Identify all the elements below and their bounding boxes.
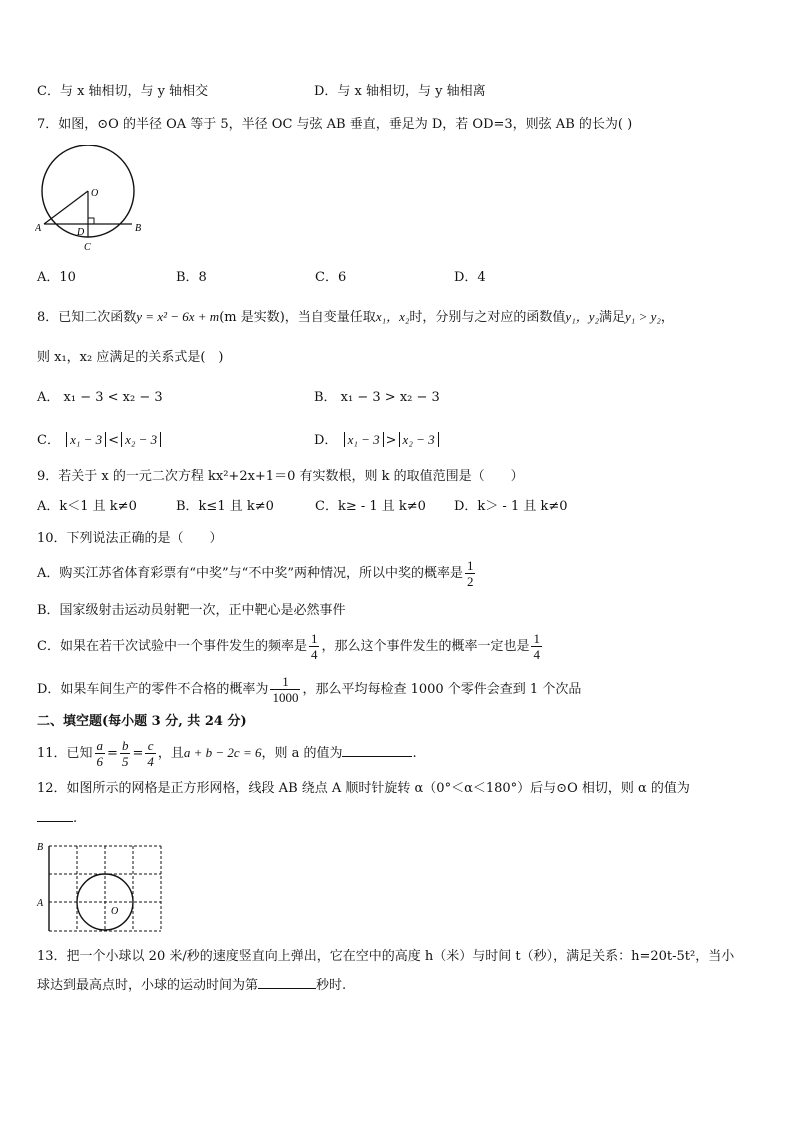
q12-end: . (73, 811, 78, 826)
q6-option-c: C．与 x 轴相切，与 y 轴相交 (37, 84, 209, 99)
q13-line2-b: 秒时. (316, 978, 347, 993)
q10-option-c-text2: ，那么这个事件发生的概率一定也是 (321, 639, 530, 654)
q11-fraction-a (95, 738, 106, 769)
q10-c-denominator1: 4 (310, 647, 318, 662)
q10-option-a-fraction (465, 558, 476, 589)
q11-equation: a + b − 2c = 6 (183, 745, 262, 760)
q10-option-d (37, 673, 581, 707)
q11-mid: ，且 (157, 746, 184, 761)
q9-option-b: B．k≤1 且 k≠0 (176, 499, 274, 514)
q8-stem (37, 308, 674, 327)
q10-d-numerator: 1 (270, 674, 300, 690)
q13-line1: 13．把一个小球以 20 米/秒的速度竖直向上弹出，它在空中的高度 h（米）与时间 t（秒），满足关系：h=20t-5t²，当小 (37, 949, 735, 964)
q11-f3-numerator: c (145, 738, 156, 754)
q7-stem: 7．如图，⊙O 的半径 OA 等于 5，半径 OC 与弦 AB 垂直，垂足为 D，若 OD=3，则弦 AB 的长为( ) (37, 117, 633, 132)
q10-option-c-fraction2 (531, 631, 542, 662)
q7-label-o: O (91, 188, 99, 199)
q7-label-b: B (135, 223, 142, 234)
q10-c-numerator2: 1 (533, 631, 540, 646)
q10-option-d-fraction (270, 674, 300, 705)
q11-prefix: 11．已知 (37, 746, 93, 761)
q10-d-denominator: 1000 (272, 690, 299, 705)
q11-f2-numerator: b (121, 738, 129, 753)
q7-option-a: A．10 (37, 270, 76, 285)
q8-option-d-label: D． (314, 433, 338, 448)
q11-fraction-b (120, 738, 131, 769)
q8-option-a: A． x₁ − 3 < x₂ − 3 (37, 390, 163, 405)
q10-option-a (37, 557, 477, 591)
q6-option-d: D．与 x 轴相切，与 y 轴相离 (314, 84, 486, 99)
q7-right-angle-mark (88, 218, 94, 224)
q11-end: . (412, 746, 417, 761)
q8-stem-prefix: 8．已知二次函数 (37, 310, 137, 325)
q9-stem: 9．若关于 x 的一元二次方程 kx²+2x+1＝0 有实数根，则 k 的取值范围是（ ） (37, 469, 524, 484)
q10-option-a-text: A．购买江苏省体育彩票有“中奖”与“不中奖”两种情况，所以中奖的概率是 (37, 566, 463, 581)
q7-option-b: B．8 (176, 270, 207, 285)
q8-option-d-right: x₂ − 3 (399, 432, 439, 447)
q8-option-d (314, 431, 441, 450)
q7-label-a: A (35, 223, 42, 234)
q8-condition: y₁ > y₂ (625, 309, 661, 324)
q11-f1-numerator: a (96, 738, 104, 753)
q9-option-d: D．k＞ - 1 且 k≠0 (454, 499, 568, 514)
q10-option-c-fraction1 (309, 631, 320, 662)
q11-f1-denominator: 6 (96, 754, 104, 769)
q10-c-numerator1: 1 (310, 631, 318, 646)
q8-option-c-label: C． (37, 433, 60, 448)
q8-stem-mid3: 满足 (599, 310, 626, 325)
q8-stem-mid2: 时，分别与之对应的函数值 (409, 310, 566, 325)
q10-a-numerator: 1 (466, 558, 474, 573)
q8-stem-tail: ， (660, 310, 674, 325)
q10-option-d-text2: ，那么平均每检查 1000 个零件会查到 1 个次品 (302, 682, 582, 697)
q13-answer-blank[interactable] (258, 988, 316, 989)
q8-option-c-left: x₁ − 3 (66, 432, 106, 447)
q10-option-c (37, 630, 544, 664)
q9-option-a: A．k＜1 且 k≠0 (37, 499, 137, 514)
q11-stem: 11．已知 $\frac{a}{6}$ = $\frac{b}{5}$ = $\frac{c}{4}$ ，且a + b − 2c = 6，则 a 的值为 . (37, 738, 417, 769)
q9-option-c: C．k≥ - 1 且 k≠0 (315, 499, 426, 514)
q7-option-d: D．4 (454, 270, 486, 285)
q12-label-b: B (37, 842, 44, 853)
q10-option-d-text1: D．如果车间生产的零件不合格的概率为 (37, 682, 269, 697)
q8-option-b: B． x₁ − 3 > x₂ − 3 (314, 390, 440, 405)
q13-line2-a: 球达到最高点时，小球的运动时间为第 (37, 978, 259, 993)
q7-label-c: C (84, 242, 91, 253)
q12-label-a: A (37, 898, 44, 909)
q7-radius-oa (44, 191, 88, 224)
q10-stem: 10．下列说法正确的是（ ） (37, 531, 223, 546)
q12-answer-blank[interactable] (37, 821, 73, 822)
q11-f3-denominator: 4 (147, 754, 154, 769)
q8-option-c (37, 431, 163, 450)
q12-label-o: O (111, 906, 119, 917)
q10-option-b: B．国家级射击运动员射靶一次，正中靶心是必然事件 (37, 603, 346, 618)
q8-stem-mid: (m 是实数)，当自变量任取 (219, 310, 376, 325)
q8-option-c-right: x₂ − 3 (121, 432, 161, 447)
q13-line2 (37, 977, 346, 995)
q8-option-d-left: x₁ − 3 (344, 432, 384, 447)
q8-function: y = x² − 6x + m (136, 309, 220, 324)
q11-tail: ，则 a 的值为 (261, 746, 343, 761)
q7-option-c: C．6 (315, 270, 347, 285)
q8-vars: x₁，x₂ (375, 309, 410, 324)
q7-label-d: D (77, 227, 85, 238)
section2-title: 二、填空题(每小题 3 分, 共 24 分) (37, 714, 247, 729)
q7-circle-figure (35, 145, 145, 257)
q12-stem: 12．如图所示的网格是正方形网格，线段 AB 绕点 A 顺时针旋转 α（0°＜α＜180°）后与⊙O 相切，则 α 的值为 (37, 781, 690, 796)
q11-f2-denominator: 5 (121, 754, 129, 769)
q12-grid-figure (35, 838, 170, 938)
q12-answer-line (37, 810, 77, 828)
q8-yvars: y₁，y₂ (565, 309, 600, 324)
q8-option-c-op: < (108, 433, 120, 448)
q8-line2: 则 x₁，x₂ 应满足的关系式是( ) (37, 350, 224, 365)
q10-option-c-text1: C．如果在若干次试验中一个事件发生的频率是 (37, 639, 307, 654)
q11-fraction-c (145, 738, 156, 769)
q10-c-denominator2: 4 (533, 647, 540, 662)
q10-a-denominator: 2 (466, 574, 474, 589)
q11-answer-blank[interactable] (342, 756, 412, 757)
q8-option-d-op: > (385, 433, 397, 448)
